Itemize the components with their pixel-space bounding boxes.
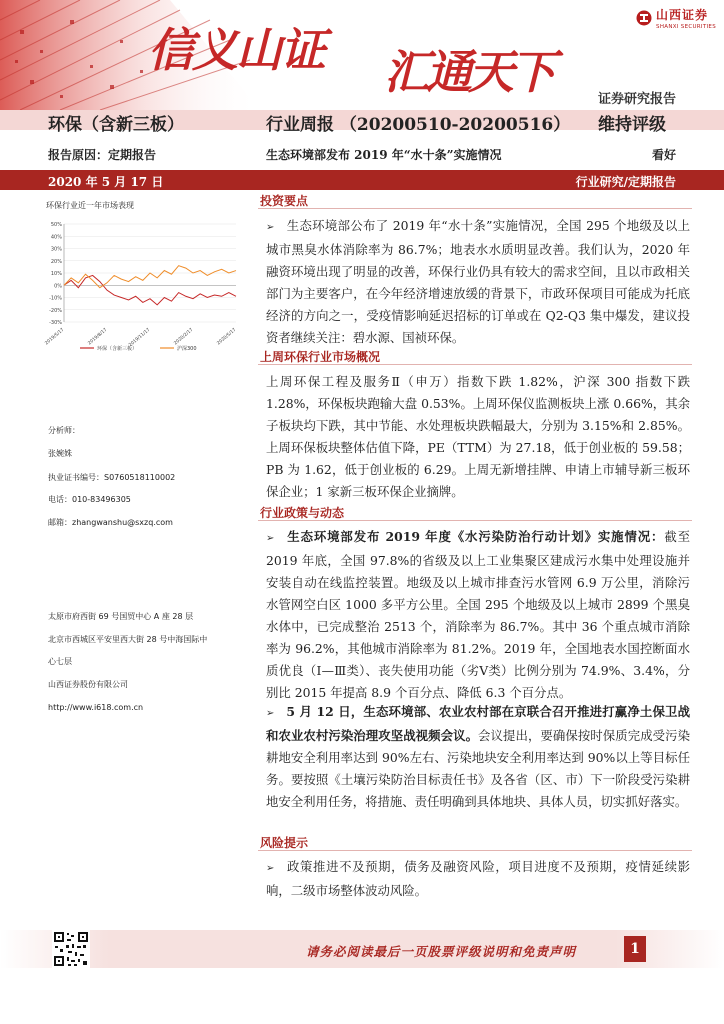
section-divider [258, 208, 692, 209]
report-date: 2020 年 5 月 17 日 [48, 175, 164, 189]
paragraph-risk-text: 政策推进不及预期，债务及融资风险，项目进度不及预期，疫情延续影响，二级市场整体波动风险。 [266, 859, 690, 898]
chart-y-tick: 20% [50, 258, 62, 265]
chart-x-tick: 2019/8/17 [87, 327, 109, 347]
paragraph-policy-2-text: 会议提出，要确保按时保质完成受污染耕地安全利用率达到 90%左右、污染地块安全利用率达到 90%以上等目标任务。要按照《土壤污染防治目标责任书》及各省（区、市）下一阶段受污染耕地安全利用任务，将措施、责任明确到具体地块、具体人员，切实抓好落实。 [266, 728, 691, 809]
address-beijing-cont: 心七层 [48, 657, 72, 666]
brand-name-en: SHANXI SECURITIES [656, 24, 716, 30]
sidebar [40, 192, 250, 211]
disclaimer-notice: 请务必阅读最后一页股票评级说明和免责声明 [306, 944, 577, 959]
address-beijing: 北京市西城区平安里西大街 28 号中海国际中 [48, 635, 208, 644]
section-market-overview: 上周环保行业市场概况 [260, 350, 381, 364]
market-performance-chart [40, 218, 250, 358]
report-type: 证券研究报告 [597, 92, 676, 107]
chart-y-tick: 30% [50, 246, 62, 253]
analyst-name: 张婉姝 [48, 449, 72, 458]
page-number: 1 [624, 936, 646, 962]
top-banner [0, 0, 724, 110]
shanxi-logo-icon [636, 10, 652, 26]
chart-series-line [64, 275, 236, 304]
paragraph-policy-2-lead: 5 月 12 日，生态环境部、农业农村部在京联合召开推进打赢净土保卫战和农业农村污染治理攻坚战视频会议。 [266, 704, 690, 743]
arrow-icon: ➢ [266, 533, 275, 544]
chart-x-tick: 2019/11/17 [128, 327, 152, 349]
report-reason: 报告原因：定期报告 [48, 148, 157, 162]
report-category: 行业研究/定期报告 [575, 175, 676, 189]
company-name: 山西证券股份有限公司 [48, 680, 128, 689]
paragraph-policy-2 [266, 701, 690, 813]
paragraph-investment [266, 215, 690, 349]
chart-x-tick: 2020/2/17 [173, 327, 195, 347]
arrow-icon: ➢ [266, 708, 275, 719]
chart-y-tick: 40% [50, 234, 62, 241]
chart-y-tick: -10% [49, 295, 62, 302]
report-kind: 行业周报 （20200510-20200516） [266, 115, 571, 135]
paragraph-market [266, 371, 690, 503]
paragraph-risk [266, 856, 690, 902]
section-risk: 风险提示 [260, 836, 309, 850]
arrow-icon: ➢ [266, 863, 275, 874]
section-policy: 行业政策与动态 [260, 506, 345, 520]
qr-code-icon [52, 930, 90, 968]
chart-x-tick: 2020/5/17 [216, 327, 238, 347]
analyst-email[interactable]: 邮箱：zhangwanshu@sxzq.com [48, 518, 173, 527]
chart-y-tick: 0% [54, 283, 62, 290]
paragraph-policy-1-text: 截至 2019 年底，全国 97.8%的省级及以上工业集聚区建成污水集中处理设施并安装自动在线监控装置。地级及以上城市排查污水管网 6.9 万公里，消除污水管网空白区 1000 多平方公里。全国 295 个地级及以上城市 2899 个黑臭水体中，已完成整治 2513 个，消除率为 86.7%。其中 36 个重点城市消除率为 96.2%，其他城市消除率为 81.2%。2019 年，全国地表水国控断面水质优良（Ⅰ—Ⅲ类）、丧失使用功能（劣Ⅴ类）比例分别为 74.9%、3.4%，分别比 2015 年提高 8.9 个百分点、降低 6.3 个百分点。 [266, 529, 690, 700]
analyst-phone: 电话：010-83496305 [48, 495, 131, 504]
chart-x-tick: 2019/5/17 [44, 327, 66, 347]
brand-name: 山西证券 [656, 8, 709, 22]
analyst-license: 执业证书编号：S0760518110002 [48, 473, 176, 482]
chart-legend-label: 环保（含新三板） [97, 346, 138, 352]
chart-title: 环保行业近一年市场表现 [46, 201, 134, 210]
paragraph-market-text: 上周环保工程及服务Ⅱ（申万）指数下跌 1.82%，沪深 300 指数下跌 1.28%，环保板块跑输大盘 0.53%。上周环保仪监测板块上涨 0.66%，其余子板块均下跌，其中节能、水处理板块跌幅最大，分别为 3.15%和 2.85%。上周环保板块整体估值下降，PE（TTM）为 27.18，低于创业板的 59.58；PB 为 1.62，低于创业板的 6.29。上周无新增挂牌、申请上市辅导新三板环保企业；1 家新三板环保企业摘牌。 [266, 374, 690, 499]
chart-y-tick: -20% [49, 307, 62, 314]
brand-logo [636, 6, 716, 30]
chart-y-tick: 50% [50, 222, 62, 228]
paragraph-policy-1 [266, 526, 690, 704]
slogan-right: 汇通天下 [384, 45, 552, 99]
arrow-icon: ➢ [266, 222, 275, 233]
section-divider [258, 850, 692, 851]
rating-value: 看好 [652, 148, 677, 162]
report-title: 生态环境部发布 2019 年“水十条”实施情况 [266, 148, 502, 162]
paragraph-policy-1-lead: 生态环境部发布 2019 年度《水污染防治行动计划》实施情况： [286, 529, 665, 544]
section-divider [258, 364, 692, 365]
section-investment-points: 投资要点 [260, 194, 309, 208]
chart-y-tick: -30% [49, 320, 62, 326]
rating-label: 维持评级 [598, 115, 666, 135]
slogan-left: 信义山证 [148, 23, 324, 77]
company-website[interactable]: http://www.i618.com.cn [48, 703, 144, 712]
sector-title: 环保（含新三板） [48, 115, 184, 135]
chart-y-tick: 10% [50, 271, 62, 277]
section-divider [258, 520, 692, 521]
date-bar [0, 170, 724, 190]
analyst-label: 分析师： [48, 426, 80, 435]
chart-legend-label: 沪深300 [177, 346, 197, 352]
address-taiyuan: 太原市府西街 69 号国贸中心 A 座 28 层 [48, 612, 194, 621]
paragraph-investment-text: 生态环境部公布了 2019 年“水十条”实施情况，全国 295 个地级及以上城市黑臭水体消除率为 86.7%；地表水水质明显改善。我们认为，2020 年融资环境出现了明显的改善，环保行业仍具有较大的需求空间，且以市政相关部门为主要客户，在今年经济增速放缓的背景下，市政环保项目可能成为托底经济的方向之一，受疫情影响延迟招标的订单或在 Q2-Q3 集中爆发，建议投资者继续关注：碧水源、国祯环保。 [266, 218, 690, 345]
